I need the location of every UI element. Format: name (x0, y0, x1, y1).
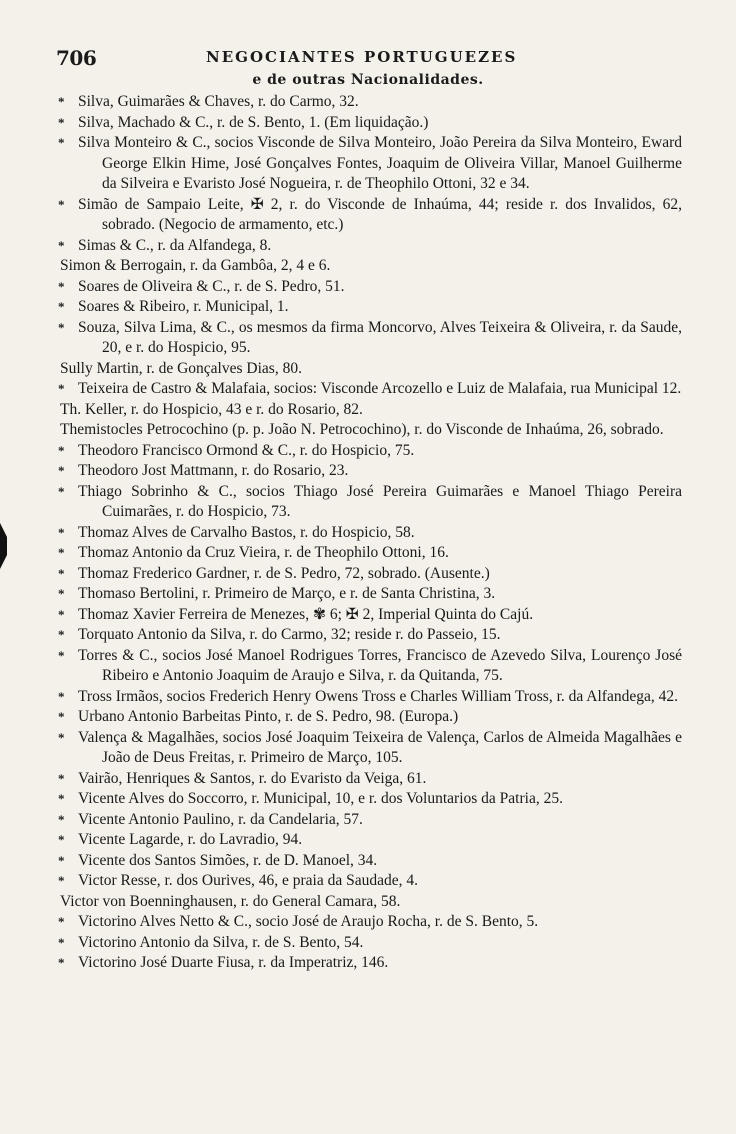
entry-text: Torres & C., socios José Manoel Rodrigues Torres, Francisco de Azevedo Silva, Lourenço José Ribeiro e Antonio Joaquim de Araujo e Silva, r. da Quitanda, 75. (78, 646, 682, 684)
entry-text: Victorino Antonio da Silva, r. de S. Bento, 54. (78, 933, 364, 951)
directory-entry (58, 195, 682, 236)
page-number: 706 (56, 46, 97, 70)
asterisk-mark: * (58, 729, 65, 745)
entry-text: Soares & Ribeiro, r. Municipal, 1. (78, 298, 289, 315)
asterisk-mark: * (58, 688, 65, 704)
asterisk-mark: * (58, 791, 65, 806)
directory-entry (58, 810, 682, 831)
directory-entry (58, 933, 682, 954)
entry-text: Torquato Antonio da Silva, r. do Carmo, 32; reside r. do Passeio, 15. (78, 626, 501, 643)
asterisk-mark: * (58, 934, 65, 950)
directory-entry (58, 789, 682, 810)
directory-entry (58, 236, 682, 257)
asterisk-mark: * (58, 135, 65, 150)
directory-entry (58, 92, 682, 113)
entry-text: Victor von Boenninghausen, r. do General Camara, 58. (60, 892, 401, 910)
entry-text: Th. Keller, r. do Hospicio, 43 e r. do Rosario, 82. (60, 400, 363, 418)
asterisk-mark: * (58, 627, 65, 642)
entry-text: Souza, Silva Lima, & C., os mesmos da firma Moncorvo, Alves Teixeira & Oliveira, r. da Saude, 20, e r. do Hospicio, 95. (78, 318, 682, 356)
entry-text: Thomaz Frederico Gardner, r. de S. Pedro, 72, sobrado. (Ausente.) (78, 564, 490, 582)
asterisk-mark: * (58, 545, 65, 560)
entry-text: Victor Resse, r. dos Ourives, 46, e praia da Saudade, 4. (78, 872, 418, 889)
binding-mark-icon (0, 523, 8, 569)
entry-text: Vicente Alves do Soccorro, r. Municipal, 10, e r. dos Voluntarios da Patria, 25. (78, 790, 563, 807)
entry-text: Silva, Guimarães & Chaves, r. do Carmo, 32. (78, 93, 359, 110)
entry-text: Vicente Lagarde, r. do Lavradio, 94. (78, 831, 303, 848)
entry-text: Tross Irmãos, socios Frederich Henry Owens Tross e Charles William Tross, r. da Alfandega, 42. (78, 687, 678, 705)
directory-entry (58, 728, 682, 769)
directory-entry (58, 523, 682, 544)
directory-entry (58, 851, 682, 872)
asterisk-mark: * (58, 873, 65, 888)
directory-entry (58, 297, 682, 318)
asterisk-mark: * (58, 811, 65, 827)
directory-entry (58, 687, 682, 708)
entry-text: Urbano Antonio Barbeitas Pinto, r. de S. Pedro, 98. (Europa.) (78, 708, 459, 725)
asterisk-mark: * (58, 196, 65, 212)
directory-entry (58, 912, 682, 933)
asterisk-mark: * (58, 606, 65, 622)
asterisk-mark: * (58, 94, 65, 109)
asterisk-mark: * (58, 483, 65, 499)
entry-text: Silva Monteiro & C., socios Visconde de Silva Monteiro, João Pereira da Silva Monteiro, Eward George Elkin Hime, José Gonçalves Fontes, Joaquim de Oliveira Villar, Manoel Guilherme da Silveira e Evaristo José Nogueira, r. de Theophilo Ottoni, 32 e 34. (78, 134, 682, 192)
running-title: NEGOCIANTES PORTUGUEZES (206, 48, 518, 66)
asterisk-mark: * (58, 114, 65, 130)
entry-text: Valença & Magalhães, socios José Joaquim Teixeira de Valença, Carlos de Almeida Magalhães e João de Deus Freitas, r. Primeiro de Março, 105. (78, 728, 682, 766)
asterisk-mark: * (58, 565, 65, 581)
directory-entry (58, 461, 682, 482)
entry-text: Silva, Machado & C., r. de S. Bento, 1. (Em liquidação.) (78, 113, 429, 131)
directory-entry (58, 830, 682, 851)
entry-text: Thomaz Xavier Ferreira de Menezes, ✾ 6; ✠ 2, Imperial Quinta do Cajú. (78, 605, 534, 623)
directory-entry (58, 892, 682, 913)
asterisk-mark: * (58, 832, 65, 847)
entry-text: Theodoro Francisco Ormond & C., r. do Hospicio, 75. (78, 441, 415, 459)
entry-text: Thomaz Alves de Carvalho Bastos, r. do Hospicio, 58. (78, 523, 415, 541)
asterisk-mark: * (58, 709, 65, 724)
asterisk-mark: * (58, 319, 65, 335)
asterisk-mark: * (58, 278, 65, 294)
entry-text: Sully Martin, r. de Gonçalves Dias, 80. (60, 359, 302, 377)
directory-entry (58, 953, 682, 974)
entry-text: Vairão, Henriques & Santos, r. do Evaristo da Veiga, 61. (78, 769, 427, 787)
asterisk-mark: * (58, 442, 65, 458)
entry-text: Simon & Berrogain, r. da Gambôa, 2, 4 e 6. (60, 257, 331, 274)
directory-entry (58, 605, 682, 626)
directory-entry (58, 420, 682, 441)
asterisk-mark: * (58, 955, 65, 970)
entry-text: Vicente dos Santos Simões, r. de D. Manoel, 34. (78, 851, 378, 869)
asterisk-mark: * (58, 381, 65, 396)
directory-entry (58, 584, 682, 605)
directory-entry (58, 707, 682, 728)
asterisk-mark: * (58, 463, 65, 478)
entry-text: Victorino Alves Netto & C., socio José de Araujo Rocha, r. de S. Bento, 5. (78, 913, 539, 930)
asterisk-mark: * (58, 770, 65, 786)
directory-entry (58, 543, 682, 564)
section-subtitle: e de outras Nacionalidades. (252, 72, 484, 88)
directory-entry (58, 359, 682, 380)
directory-entry (58, 564, 682, 585)
directory-entry (58, 277, 682, 298)
asterisk-mark: * (58, 237, 65, 253)
entry-text: Teixeira de Castro & Malafaia, socios: Visconde Arcozello e Luiz de Malafaia, rua Municipal 12. (78, 380, 682, 397)
entry-text: Theodoro Jost Mattmann, r. do Rosario, 23. (78, 462, 349, 479)
asterisk-mark: * (58, 852, 65, 868)
entry-text: Thomaso Bertolini, r. Primeiro de Março, e r. de Santa Christina, 3. (78, 585, 496, 602)
directory-entry (58, 871, 682, 892)
directory-entry (58, 113, 682, 134)
entry-text: Victorino José Duarte Fiusa, r. da Imperatriz, 146. (78, 954, 389, 971)
directory-entry (58, 318, 682, 359)
asterisk-mark: * (58, 524, 65, 540)
asterisk-mark: * (58, 647, 65, 663)
directory-entry (58, 482, 682, 523)
entry-text: Thomaz Antonio da Cruz Vieira, r. de Theophilo Ottoni, 16. (78, 544, 449, 561)
entry-text: Thiago Sobrinho & C., socios Thiago José Pereira Guimarães e Manoel Thiago Pereira Cuimarães, r. do Hospicio, 73. (78, 482, 682, 520)
directory-entry (58, 379, 682, 400)
merchant-list (58, 92, 682, 974)
entry-text: Themistocles Petrocochino (p. p. João N. Petrocochino), r. do Visconde de Inhaúma, 26, sobrado. (60, 421, 664, 438)
entry-text: Simão de Sampaio Leite, ✠ 2, r. do Visconde de Inhaúma, 44; reside r. dos Invalidos, 62, sobrado. (Negocio de armamento, etc.) (78, 195, 682, 233)
directory-entry (58, 441, 682, 462)
directory-entry (58, 625, 682, 646)
entry-text: Soares de Oliveira & C., r. de S. Pedro, 51. (78, 277, 345, 295)
directory-entry (58, 769, 682, 790)
asterisk-mark: * (58, 914, 65, 929)
directory-entry (58, 133, 682, 195)
directory-entry (58, 646, 682, 687)
directory-entry (58, 256, 682, 277)
entry-text: Simas & C., r. da Alfandega, 8. (78, 236, 272, 254)
directory-entry (58, 400, 682, 421)
asterisk-mark: * (58, 299, 65, 314)
entry-text: Vicente Antonio Paulino, r. da Candelaria, 57. (78, 810, 363, 828)
asterisk-mark: * (58, 586, 65, 601)
page-header (56, 46, 696, 70)
